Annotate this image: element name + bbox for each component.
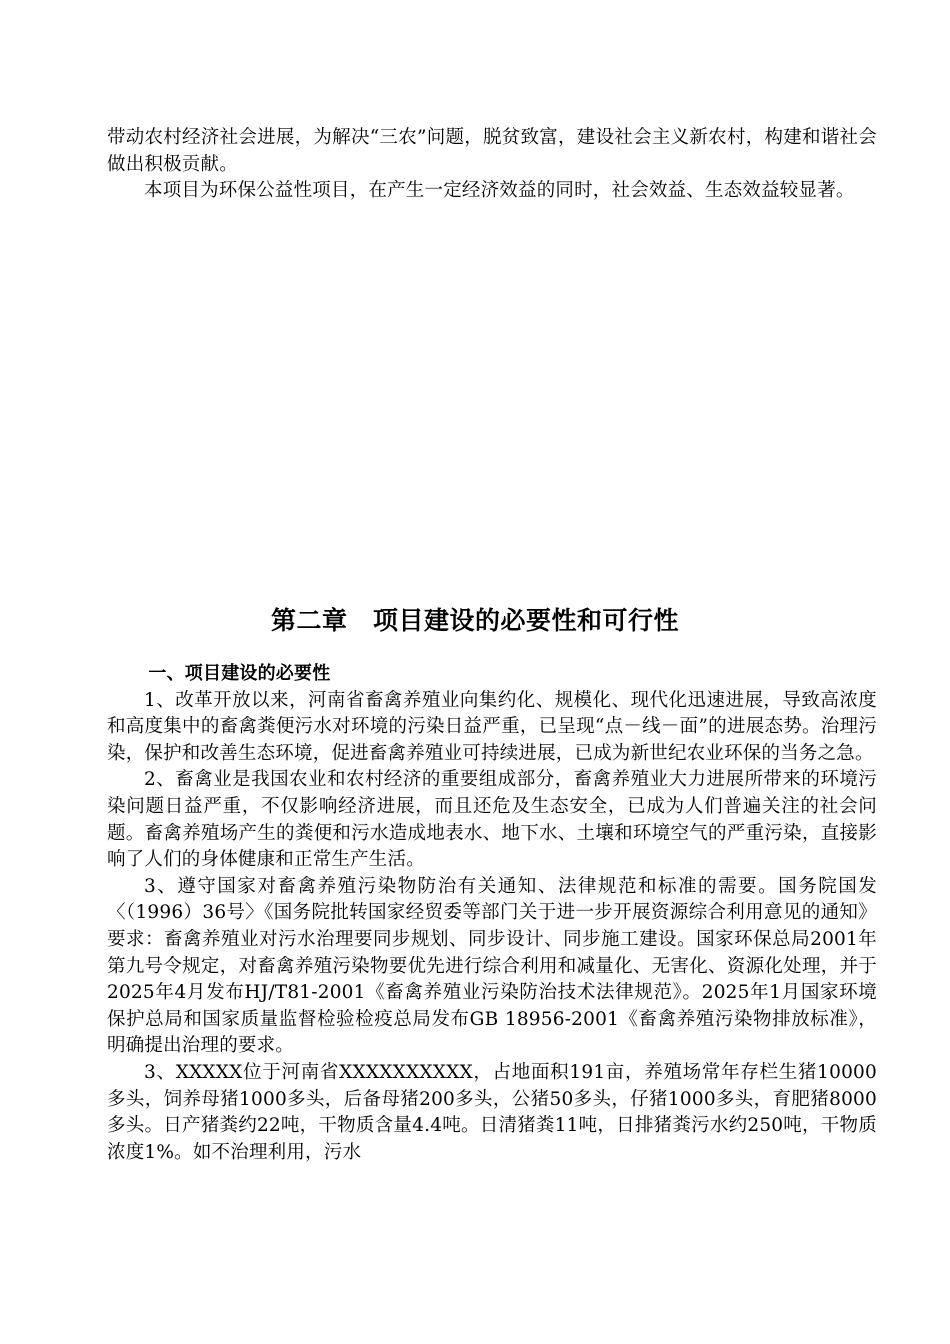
paragraph: 3、遵守国家对畜禽养殖污染物防治有关通知、法律规范和标准的需要。国务院国发〈（1996）36号〉《国务院批转国家经贸委等部门关于进一步开展资源综合利用意见的通知》要求：畜禽养殖业对污水治理要同步规划、同步设计、同步施工建设。国家环保总局2001年第九号令规定，对畜禽养殖污染物要优先进行综合利用和减量化、无害化、资源化处理，并于2025年4月发布HJ/T81-2001《畜禽养殖业污染防治技术法律规范》。2025年1月国家环境保护总局和国家质量监督检验检疫总局发布GB 18956-2001《畜禽养殖污染物排放标准》，明确提出治理的要求。 (107, 875, 877, 1057)
paragraph: 3、XXXXX位于河南省XXXXXXXXXX，占地面积191亩，养殖场常年存栏生猪10000多头，饲养母猪1000多头，后备母猪200多头，公猪50多头，仔猪1000多头，育肥猪8000多头。日产猪粪约22吨，干物质含量4.4吨。日清猪粪11吨，日排猪粪污水约250吨，干物质浓度1%。如不治理利用，污水 (107, 1061, 877, 1163)
paragraph: 1、改革开放以来，河南省畜禽养殖业向集约化、规模化、现代化迅速进展，导致高浓度和高度集中的畜禽粪便污水对环境的污染日益严重，已呈现“点－线－面”的进展态势。治理污染，保护和改善生态环境，促进畜禽养殖业可持续进展，已成为新世纪农业环保的当务之急。 (107, 689, 877, 764)
paragraph: 带动农村经济社会进展，为解决“三农”问题，脱贫致富，建设社会主义新农村，构建和谐社会做出积极贡献。 (107, 127, 877, 175)
paragraph: 本项目为环保公益性项目，在产生一定经济效益的同时，社会效益、生态效益较显著。 (144, 180, 855, 202)
chapter-title: 第二章 项目建设的必要性和可行性 (270, 606, 679, 635)
paragraph: 2、畜禽业是我国农业和农村经济的重要组成部分，畜禽养殖业大力进展所带来的环境污染问题日益严重，不仅影响经济进展，而且还危及生态安全，已成为人们普遍关注的社会问题。畜禽养殖场产生的粪便和污水造成地表水、地下水、土壤和环境空气的严重污染，直接影响了人们的身体健康和正常生产生活。 (107, 769, 877, 871)
section-necessity (107, 661, 877, 1166)
continued-text-block (107, 125, 877, 205)
section-heading: 一、项目建设的必要性 (148, 663, 331, 684)
